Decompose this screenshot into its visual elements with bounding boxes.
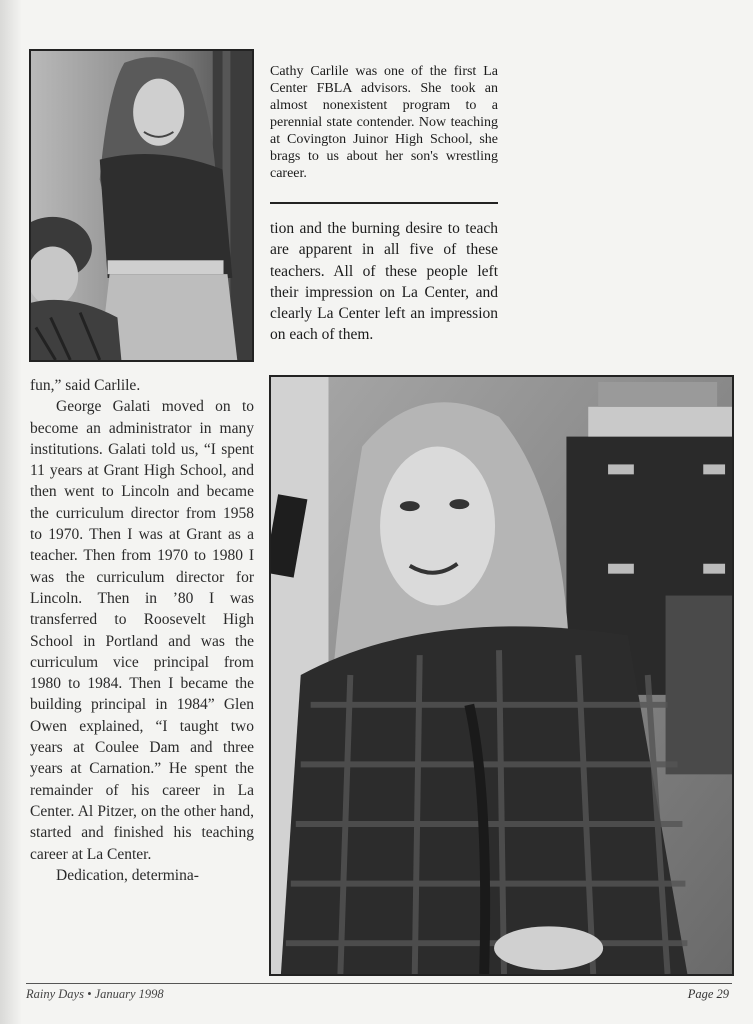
article-paragraph: Dedication, determina- bbox=[56, 866, 199, 884]
photo-main-image bbox=[271, 377, 732, 974]
article-column-left bbox=[30, 375, 254, 886]
footer-publication: Rainy Days • January 1998 bbox=[26, 987, 164, 1001]
photo-top-left-image bbox=[31, 51, 252, 360]
photo-main bbox=[269, 375, 734, 976]
article-paragraph: fun,” said Carlile. bbox=[30, 377, 141, 394]
article-paragraph: tion and the burning desire to teach are apparent in all five of these teachers. All of these people left their impression on La Center, and clearly La Center left an impression on each of them. bbox=[270, 220, 498, 344]
article-column-right bbox=[270, 218, 498, 346]
caption-divider bbox=[270, 202, 498, 204]
article-paragraph: George Galati moved on to become an administrator in many institutions. Galati told us, “I spent 11 years at Grant High School, and then went to Lincoln and became the curriculum director from 1958 to 1970. Then I was at Grant as a teacher. Then from 1970 to 1980 I was the curriculum director for Lincoln. Then in ’80 I was transferred to Roosevelt High School in Portland and was the curriculum vice principal from 1980 to 1984. Then I became the building principal in 1984” Glen Owen explained, “I taught two years at Coulee Dam and three years at Carnation.” He spent the remainder of his career in La Center. Al Pitzer, on the other hand, started and finished his teaching career at La Center. bbox=[30, 398, 254, 863]
footer-page-number: Page 29 bbox=[687, 987, 729, 1001]
footer-divider bbox=[26, 983, 732, 984]
page-edge-shadow bbox=[0, 0, 22, 1024]
photo-top-left bbox=[29, 49, 254, 362]
photo-caption: Cathy Carlile was one of the first La Center FBLA advisors. She took an almost nonexistent program to a perennial state contender. Now teaching at Covington Juinor High School, she brags to us about her son's wrestling career. bbox=[270, 64, 498, 181]
